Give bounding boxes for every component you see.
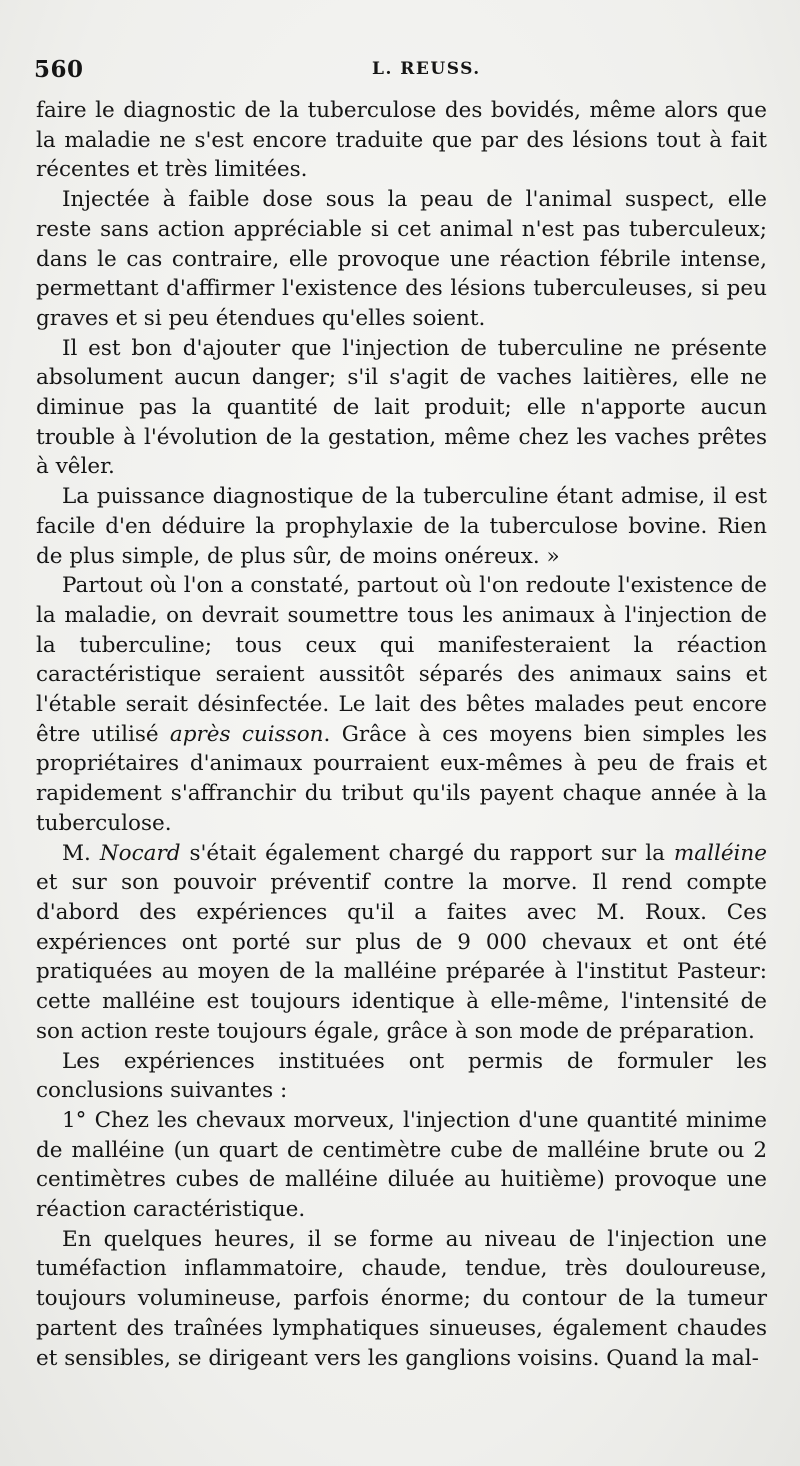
italic-text: malléine (673, 840, 767, 866)
paragraph (36, 96, 767, 185)
paragraph-text: Partout où l'on a constaté, partout où l'on redoute l'existence de la maladie, on devrait soumettre tous les animaux à l'injection de la tuberculine; tous ceux qui manifesteraient la réaction caractéristique seraient aussitôt séparés des animaux sains et l'étable serait désinfectée. Le lait des bêtes malades peut encore être utilisé (36, 573, 767, 747)
paragraph-text: et sur son pouvoir préventif contre la morve. Il rend compte d'abord des expériences qu'il a faites avec M. Roux. Ces expériences ont porté sur plus de 9 000 chevaux et ont été pratiquées au moyen de la malléine préparée à l'institut Pasteur: cette malléine est toujours identique à elle-même, l'intensité de son action reste toujours égale, grâce à son mode de préparation. (36, 870, 767, 1044)
page-number: 560 (34, 56, 84, 83)
paragraph (36, 1106, 767, 1225)
paragraph-text: La puissance diagnostique de la tuberculine étant admise, il est facile d'en déduire la prophylaxie de la tuberculose bovine. Rien de plus simple, de plus sûr, de moins onéreux. » (36, 484, 767, 569)
italic-text: après cuisson (169, 721, 324, 747)
paragraph-text: faire le diagnostic de la tuberculose des bovidés, même alors que la maladie ne s'est encore traduite que par des lésions tout à fait récentes et très limitées. (36, 98, 767, 183)
paragraph-text: . Grâce à ces moyens bien simples les propriétaires d'animaux pourraient eux-mêmes à peu de frais et rapidement s'affranchir du tribut qu'ils payent chaque année à la tuberculose. (36, 721, 768, 836)
italic-text: Nocard (99, 840, 181, 866)
paragraph (36, 334, 767, 483)
paragraph (36, 571, 767, 838)
paragraph (36, 482, 767, 571)
paragraph-text: Il est bon d'ajouter que l'injection de tuberculine ne présente absolument aucun danger; s'il s'agit de vaches laitières, elle ne diminue pas la quantité de lait produit; elle n'apporte aucun trouble à l'évolution de la gestation, même chez les vaches prêtes à vêler. (36, 335, 767, 480)
paragraph-text: En quelques heures, il se forme au niveau de l'injection une tuméfaction inflammatoire, chaude, tendue, très douloureuse, toujours volumineuse, parfois énorme; du contour de la tumeur partent des traînées lymphatiques sinueuses, également chaudes et sensibles, se dirigeant vers les ganglions voisins. Quand la mal- (36, 1226, 767, 1371)
paragraph-text: s'était également chargé du rapport sur la (180, 840, 674, 866)
running-head-author: L. REUSS. (372, 59, 481, 79)
body-text (36, 96, 767, 1373)
paragraph (36, 839, 767, 1047)
paragraph-text: 1° Chez les chevaux morveux, l'injection d'une quantité minime de malléine (un quart de centimètre cube de malléine brute ou 2 centimètres cubes de malléine diluée au huitième) provoque une réaction caractéristique. (36, 1107, 767, 1223)
paragraph-text: Les expériences instituées ont permis de formuler les conclusions suivantes : (36, 1048, 767, 1104)
page-header (34, 56, 764, 86)
paragraph (36, 1225, 767, 1374)
paragraph-text: M. (62, 840, 100, 866)
paragraph (36, 1047, 767, 1106)
paragraph (36, 185, 767, 334)
paragraph-text: Injectée à faible dose sous la peau de l'animal suspect, elle reste sans action appréciable si cet animal n'est pas tuberculeux; dans le cas contraire, elle provoque une réaction fébrile intense, permettant d'affirmer l'existence des lésions tuberculeuses, si peu graves et si peu étendues qu'elles soient. (36, 187, 767, 331)
